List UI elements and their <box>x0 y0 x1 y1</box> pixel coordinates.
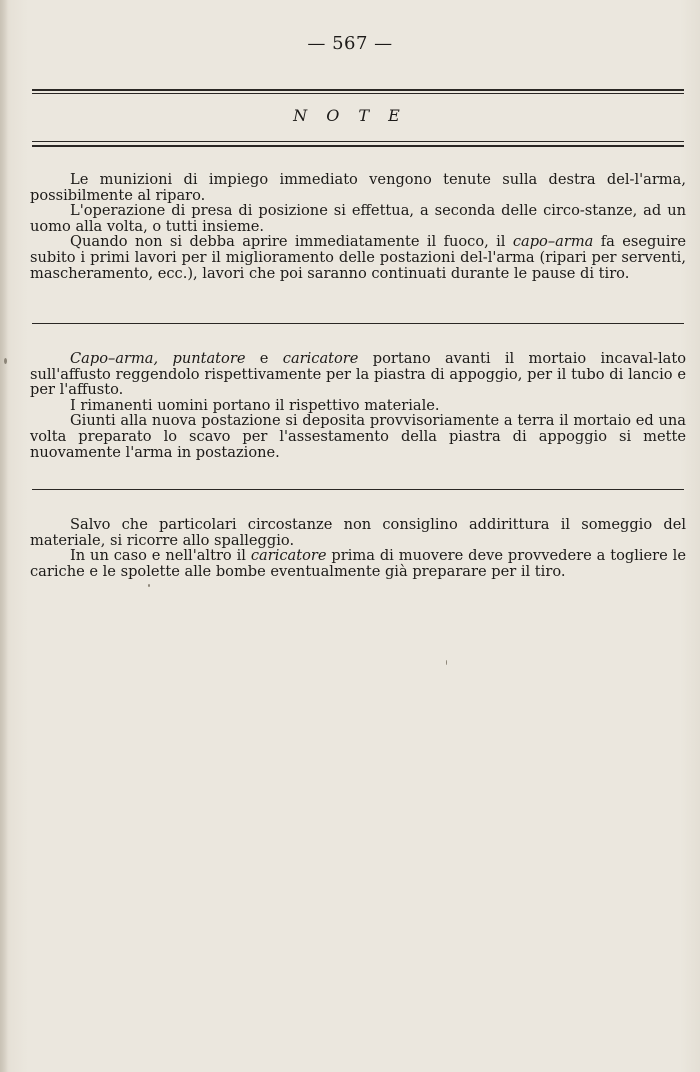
paragraph <box>30 351 686 398</box>
italic-term: capo–arma <box>512 233 594 251</box>
text-run: Salvo che particolari circostanze non consiglino addirittura il someggio del materiale, si ricorre allo spalleggio. <box>30 516 686 549</box>
text-run: fa eseguire subito i primi lavori per il miglioramento delle postazioni del-l'arma (ripari per serventi, mascheramento, ecc.), lavori che poi saranno continuati durante le pause di tiro. <box>30 233 686 282</box>
paragraph <box>30 413 686 460</box>
block-separator-2 <box>32 489 684 490</box>
text-run: e <box>245 350 283 367</box>
paragraph <box>30 234 686 281</box>
paper-speck <box>4 358 7 364</box>
paper-speck <box>148 584 150 587</box>
text-run: portano avanti il mortaio incaval-lato sull'affusto reggendolo rispettivamente per la piastra di appoggio, per il tubo di lancio e per l'affusto. <box>30 350 686 399</box>
page-number: — 567 — <box>307 33 393 54</box>
spine-shadow <box>0 0 8 1072</box>
text-run: I rimanenti uomini portano il rispettivo materiale. <box>70 396 440 414</box>
paragraph <box>30 548 686 579</box>
italic-term: Capo–arma, puntatore <box>70 350 246 367</box>
block-separator-1 <box>32 323 684 324</box>
text-run: L'operazione di presa di posizione si effettua, a seconda delle circo-stanze, ad un uomo alla volta, o tutti insieme. <box>30 202 686 235</box>
text-run: Le munizioni di impiego immediato vengono tenute sulla destra del-l'arma, possibilmente al riparo. <box>30 171 686 204</box>
header-rule-top <box>32 89 684 91</box>
header-rule-top-thin <box>32 93 684 94</box>
section-title: N O T E <box>293 106 407 125</box>
note-block-2 <box>30 351 686 460</box>
note-block-1 <box>30 172 686 281</box>
header-rule-bottom <box>32 145 684 147</box>
italic-term: caricatore <box>250 547 327 565</box>
text-run: Quando non si debba aprire immediatamente il fuoco, il <box>70 233 513 251</box>
paragraph <box>30 172 686 203</box>
header-rule-bottom-thin <box>32 141 684 142</box>
paper-speck <box>446 660 447 665</box>
text-run: prima di muovere deve provvedere a togliere le cariche e le spolette alle bombe eventualmente già preparare per il tiro. <box>30 547 686 580</box>
text-run: In un caso e nell'altro il <box>70 547 251 565</box>
text-run: Giunti alla nuova postazione si deposita provvisoriamente a terra il mortaio ed una volta preparato lo scavo per l'assestamento della piastra di appoggio si mette nuovamente l'arma in postazione. <box>30 412 686 461</box>
italic-term: caricatore <box>282 350 359 367</box>
paragraph <box>30 203 686 234</box>
paragraph <box>30 398 686 414</box>
paragraph <box>30 517 686 548</box>
note-block-3 <box>30 517 686 579</box>
